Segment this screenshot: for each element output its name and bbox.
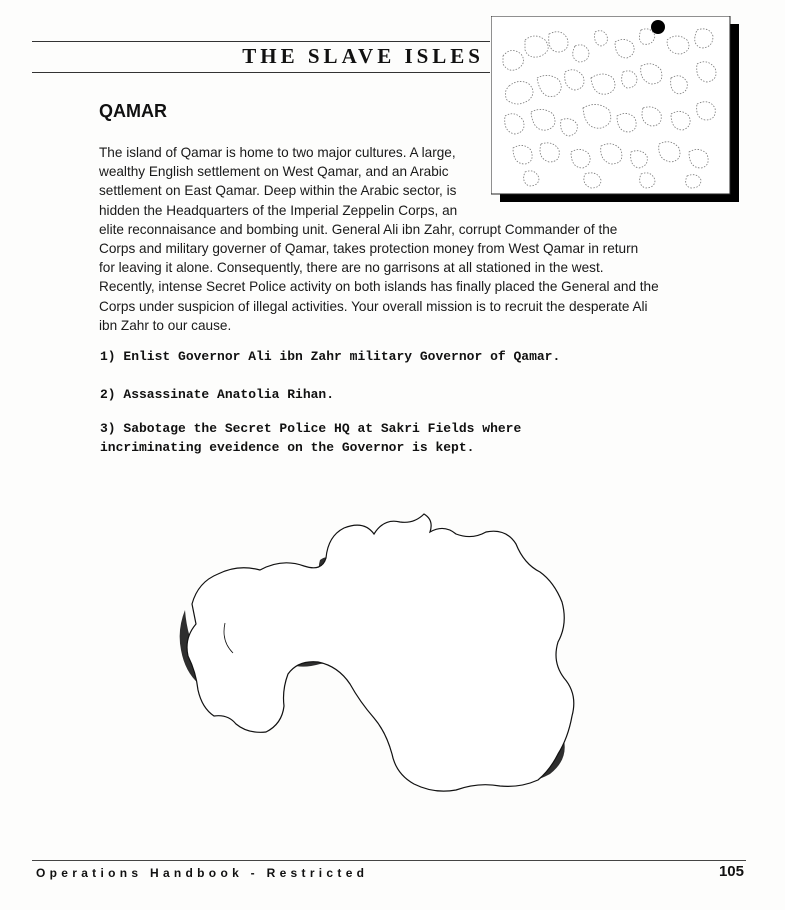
body-line: wealthy English settlement on West Qamar, and an Arabic [99,164,449,180]
body-line: Corps and military governer of Qamar, takes protection money from West Qamar in return [99,241,639,257]
body-line: Corps under suspicion of illegal activities. Your overall mission is to recruit the desperate Ali [99,298,648,314]
body-line: ibn Zahr to our cause. [99,317,232,333]
section-title: QAMAR [99,101,167,121]
body-line: The island of Qamar is home to two major cultures. A large, [99,145,456,160]
objective-3 [100,419,521,457]
objective-1 [100,347,560,366]
footer-rule [32,860,746,861]
header-rule-bottom [32,72,490,73]
objective-line: 3) Sabotage the Secret Police HQ at Sakri Fields where [100,421,522,436]
objective-2 [100,385,334,404]
qamar-island-map [170,508,610,813]
objective-line: 1) Enlist Governor Ali ibn Zahr military Governor of Qamar. [100,349,561,364]
body-line: elite reconnaisance and bombing unit. General Ali ibn Zahr, corrupt Commander of the [99,221,618,237]
page-number: 105 [718,863,744,880]
objective-line: incriminating eveidence on the Governor is kept. [100,440,475,455]
body-line: for leaving it alone. Consequently, there are no garrisons at all stationed in the west. [99,260,604,276]
footer-label: Operations Handbook - Restricted [36,866,369,880]
body-line: Recently, intense Secret Police activity on both islands has finally placed the General and the [99,279,659,295]
header-rule-top [32,41,490,42]
body-paragraph [99,143,659,335]
objective-line: 2) Assassinate Anatolia Rihan. [100,387,335,402]
body-line: settlement on East Qamar. Deep within the Arabic sector, is [99,183,457,199]
chapter-title: THE SLAVE ISLES [242,44,484,68]
body-line: hidden the Headquarters of the Imperial Zeppelin Corps, an [99,202,458,218]
